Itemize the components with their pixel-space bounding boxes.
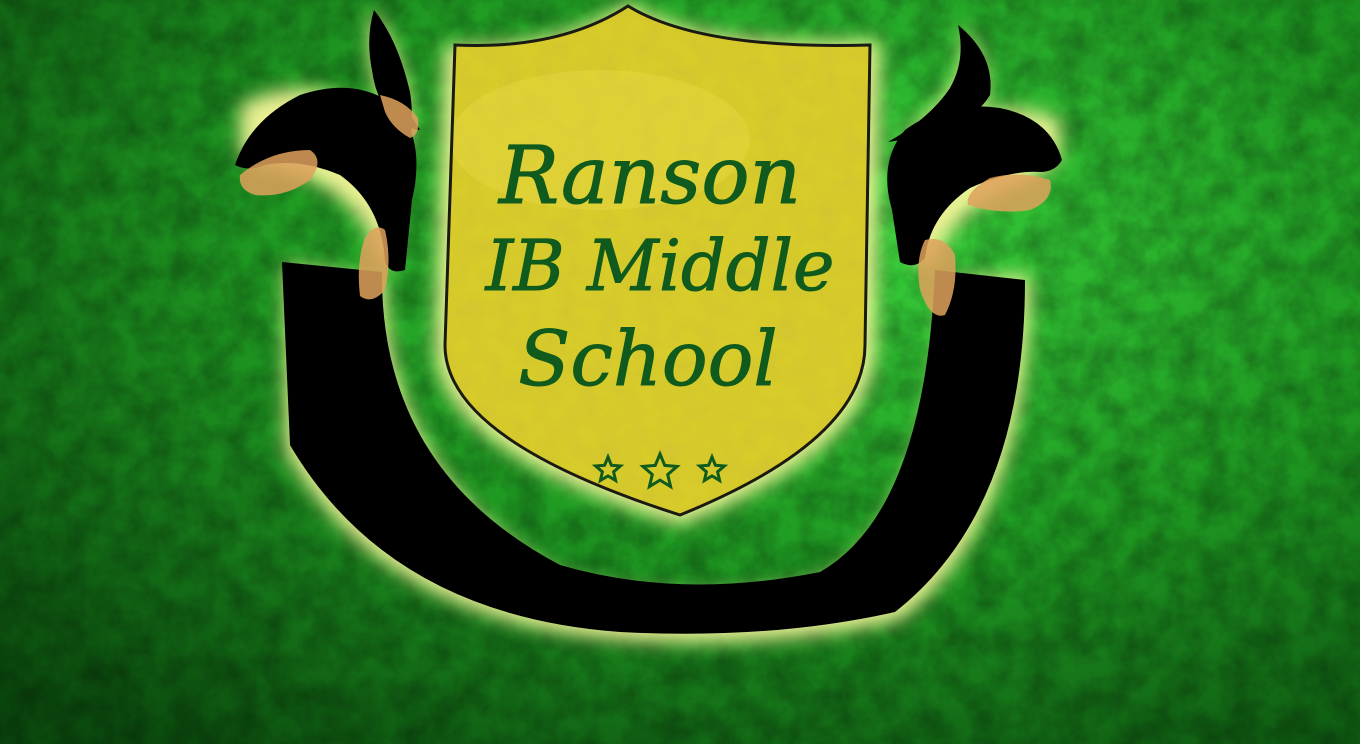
- crest-title-line-2: IB Middle: [485, 225, 835, 307]
- crest-title-line-3: School: [518, 314, 778, 403]
- crest-title-line-1: Ranson: [498, 129, 802, 222]
